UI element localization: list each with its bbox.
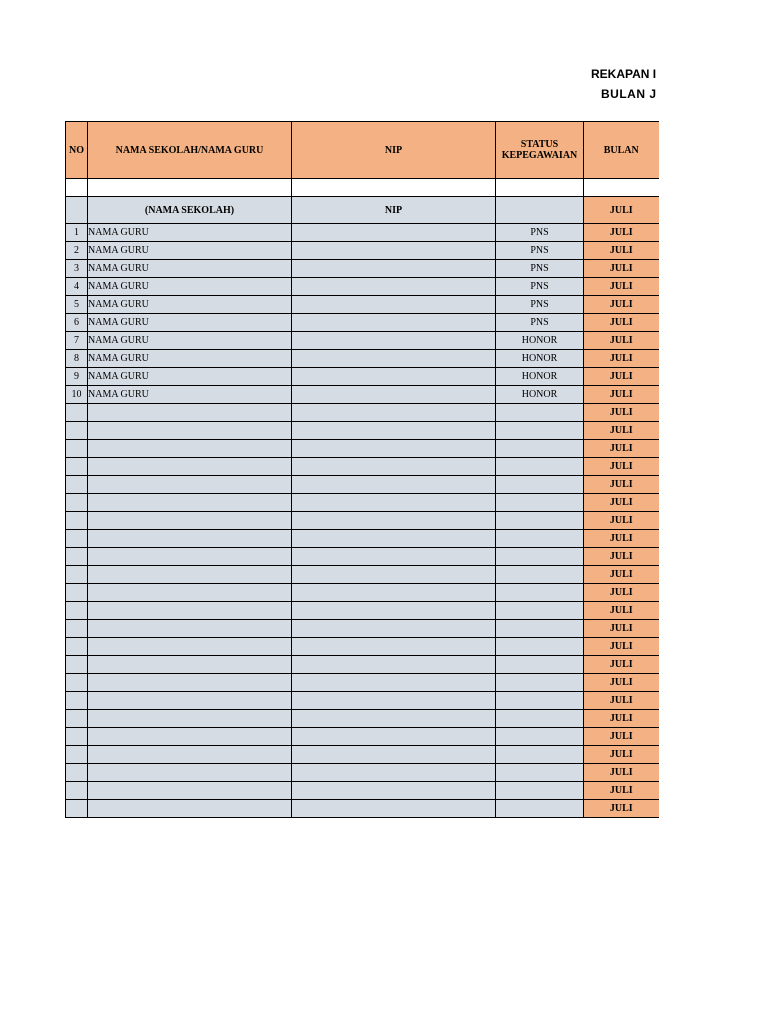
school-no-cell bbox=[66, 197, 88, 224]
nip-cell bbox=[292, 260, 496, 278]
table-row bbox=[66, 314, 659, 332]
name-cell bbox=[88, 728, 292, 746]
table-row bbox=[66, 332, 659, 350]
no-cell bbox=[66, 548, 88, 566]
no-cell bbox=[66, 746, 88, 764]
col-header-bulan: BULAN bbox=[584, 122, 659, 179]
spacer-cell bbox=[584, 179, 659, 197]
status-cell: PNS bbox=[496, 314, 584, 332]
table-row bbox=[66, 350, 659, 368]
bulan-cell: JULI bbox=[584, 800, 659, 818]
bulan-cell: JULI bbox=[584, 584, 659, 602]
table-row bbox=[66, 224, 659, 242]
name-cell bbox=[88, 458, 292, 476]
nip-cell bbox=[292, 422, 496, 440]
status-cell bbox=[496, 512, 584, 530]
status-cell bbox=[496, 422, 584, 440]
status-cell bbox=[496, 800, 584, 818]
status-cell bbox=[496, 530, 584, 548]
no-cell bbox=[66, 530, 88, 548]
status-cell bbox=[496, 746, 584, 764]
name-cell: NAMA GURU bbox=[88, 350, 292, 368]
table-row bbox=[66, 260, 659, 278]
table-row bbox=[66, 386, 659, 404]
bulan-cell: JULI bbox=[584, 638, 659, 656]
no-cell bbox=[66, 476, 88, 494]
no-cell bbox=[66, 638, 88, 656]
status-cell bbox=[496, 548, 584, 566]
name-cell: NAMA GURU bbox=[88, 332, 292, 350]
nip-cell bbox=[292, 782, 496, 800]
table-row bbox=[66, 782, 659, 800]
status-cell bbox=[496, 458, 584, 476]
table-row bbox=[66, 710, 659, 728]
status-cell bbox=[496, 494, 584, 512]
bulan-cell: JULI bbox=[584, 278, 659, 296]
table-row bbox=[66, 656, 659, 674]
no-cell bbox=[66, 782, 88, 800]
status-cell: PNS bbox=[496, 242, 584, 260]
table-row bbox=[66, 242, 659, 260]
col-header-status: STATUS KEPEGAWAIAN bbox=[496, 122, 584, 179]
name-cell bbox=[88, 800, 292, 818]
no-cell: 10 bbox=[66, 386, 88, 404]
name-cell bbox=[88, 494, 292, 512]
bulan-cell: JULI bbox=[584, 350, 659, 368]
nip-cell bbox=[292, 332, 496, 350]
bulan-cell: JULI bbox=[584, 332, 659, 350]
table-row bbox=[66, 674, 659, 692]
name-cell bbox=[88, 404, 292, 422]
nip-cell bbox=[292, 386, 496, 404]
name-cell bbox=[88, 620, 292, 638]
spacer-cell bbox=[292, 179, 496, 197]
status-cell bbox=[496, 602, 584, 620]
nip-cell bbox=[292, 350, 496, 368]
nip-cell bbox=[292, 476, 496, 494]
bulan-cell: JULI bbox=[584, 692, 659, 710]
nip-cell bbox=[292, 530, 496, 548]
bulan-cell: JULI bbox=[584, 224, 659, 242]
name-cell bbox=[88, 440, 292, 458]
status-cell: PNS bbox=[496, 278, 584, 296]
table-row bbox=[66, 602, 659, 620]
bulan-cell: JULI bbox=[584, 602, 659, 620]
table-row bbox=[66, 620, 659, 638]
no-cell bbox=[66, 440, 88, 458]
nip-cell bbox=[292, 656, 496, 674]
nip-cell bbox=[292, 458, 496, 476]
bulan-cell: JULI bbox=[584, 512, 659, 530]
no-cell: 8 bbox=[66, 350, 88, 368]
table-row bbox=[66, 638, 659, 656]
no-cell bbox=[66, 494, 88, 512]
nip-cell bbox=[292, 548, 496, 566]
nip-cell bbox=[292, 746, 496, 764]
recap-table bbox=[65, 121, 659, 818]
name-cell bbox=[88, 584, 292, 602]
nip-cell bbox=[292, 440, 496, 458]
bulan-cell: JULI bbox=[584, 440, 659, 458]
name-cell bbox=[88, 710, 292, 728]
no-cell: 7 bbox=[66, 332, 88, 350]
nip-cell bbox=[292, 242, 496, 260]
status-cell bbox=[496, 440, 584, 458]
no-cell: 5 bbox=[66, 296, 88, 314]
bulan-cell: JULI bbox=[584, 494, 659, 512]
school-nip-cell: NIP bbox=[292, 197, 496, 224]
nip-cell bbox=[292, 692, 496, 710]
no-cell bbox=[66, 458, 88, 476]
no-cell bbox=[66, 422, 88, 440]
status-cell bbox=[496, 404, 584, 422]
name-cell: NAMA GURU bbox=[88, 314, 292, 332]
bulan-cell: JULI bbox=[584, 242, 659, 260]
status-cell: PNS bbox=[496, 260, 584, 278]
name-cell: NAMA GURU bbox=[88, 224, 292, 242]
no-cell: 9 bbox=[66, 368, 88, 386]
no-cell bbox=[66, 602, 88, 620]
spacer-cell bbox=[496, 179, 584, 197]
nip-cell bbox=[292, 368, 496, 386]
table-row bbox=[66, 422, 659, 440]
no-cell bbox=[66, 728, 88, 746]
table-row bbox=[66, 584, 659, 602]
table-row bbox=[66, 692, 659, 710]
bulan-cell: JULI bbox=[584, 728, 659, 746]
spacer-cell bbox=[88, 179, 292, 197]
table-row bbox=[66, 404, 659, 422]
bulan-cell: JULI bbox=[584, 656, 659, 674]
nip-cell bbox=[292, 638, 496, 656]
nip-cell bbox=[292, 602, 496, 620]
col-header-nip: NIP bbox=[292, 122, 496, 179]
table-row bbox=[66, 800, 659, 818]
bulan-cell: JULI bbox=[584, 674, 659, 692]
table-row bbox=[66, 566, 659, 584]
no-cell bbox=[66, 656, 88, 674]
name-cell bbox=[88, 566, 292, 584]
no-cell: 3 bbox=[66, 260, 88, 278]
name-cell bbox=[88, 656, 292, 674]
status-cell: PNS bbox=[496, 296, 584, 314]
bulan-cell: JULI bbox=[584, 764, 659, 782]
no-cell bbox=[66, 404, 88, 422]
bulan-cell: JULI bbox=[584, 404, 659, 422]
bulan-cell: JULI bbox=[584, 260, 659, 278]
name-cell: NAMA GURU bbox=[88, 296, 292, 314]
status-cell bbox=[496, 584, 584, 602]
bulan-cell: JULI bbox=[584, 368, 659, 386]
no-cell: 2 bbox=[66, 242, 88, 260]
status-cell: HONOR bbox=[496, 386, 584, 404]
nip-cell bbox=[292, 494, 496, 512]
name-cell bbox=[88, 602, 292, 620]
name-cell bbox=[88, 548, 292, 566]
status-cell bbox=[496, 476, 584, 494]
no-cell: 1 bbox=[66, 224, 88, 242]
bulan-cell: JULI bbox=[584, 746, 659, 764]
spacer-row bbox=[66, 179, 659, 197]
status-cell bbox=[496, 620, 584, 638]
table-row bbox=[66, 440, 659, 458]
name-cell: NAMA GURU bbox=[88, 260, 292, 278]
no-cell bbox=[66, 620, 88, 638]
status-cell: HONOR bbox=[496, 368, 584, 386]
table-row bbox=[66, 278, 659, 296]
table-row bbox=[66, 368, 659, 386]
nip-cell bbox=[292, 674, 496, 692]
nip-cell bbox=[292, 620, 496, 638]
name-cell bbox=[88, 476, 292, 494]
table-row bbox=[66, 476, 659, 494]
status-cell: PNS bbox=[496, 224, 584, 242]
nip-cell bbox=[292, 710, 496, 728]
table-row bbox=[66, 494, 659, 512]
report-month-title: BULAN J bbox=[601, 87, 657, 101]
name-cell bbox=[88, 764, 292, 782]
name-cell bbox=[88, 530, 292, 548]
table-row bbox=[66, 728, 659, 746]
name-cell bbox=[88, 746, 292, 764]
no-cell bbox=[66, 710, 88, 728]
nip-cell bbox=[292, 512, 496, 530]
status-cell bbox=[496, 566, 584, 584]
nip-cell bbox=[292, 296, 496, 314]
name-cell bbox=[88, 422, 292, 440]
no-cell: 6 bbox=[66, 314, 88, 332]
bulan-cell: JULI bbox=[584, 386, 659, 404]
table-row bbox=[66, 746, 659, 764]
nip-cell bbox=[292, 314, 496, 332]
name-cell: NAMA GURU bbox=[88, 368, 292, 386]
col-header-name: NAMA SEKOLAH/NAMA GURU bbox=[88, 122, 292, 179]
status-cell bbox=[496, 674, 584, 692]
nip-cell bbox=[292, 404, 496, 422]
no-cell bbox=[66, 674, 88, 692]
nip-cell bbox=[292, 224, 496, 242]
status-cell bbox=[496, 710, 584, 728]
name-cell bbox=[88, 674, 292, 692]
col-header-no: NO bbox=[66, 122, 88, 179]
no-cell bbox=[66, 584, 88, 602]
bulan-cell: JULI bbox=[584, 566, 659, 584]
table-row bbox=[66, 548, 659, 566]
no-cell bbox=[66, 692, 88, 710]
school-row bbox=[66, 197, 659, 224]
nip-cell bbox=[292, 278, 496, 296]
status-cell bbox=[496, 638, 584, 656]
table-row bbox=[66, 296, 659, 314]
no-cell: 4 bbox=[66, 278, 88, 296]
bulan-cell: JULI bbox=[584, 422, 659, 440]
bulan-cell: JULI bbox=[584, 314, 659, 332]
report-title: REKAPAN I bbox=[591, 67, 657, 81]
no-cell bbox=[66, 512, 88, 530]
nip-cell bbox=[292, 566, 496, 584]
school-status-cell bbox=[496, 197, 584, 224]
bulan-cell: JULI bbox=[584, 620, 659, 638]
no-cell bbox=[66, 566, 88, 584]
status-cell bbox=[496, 692, 584, 710]
name-cell: NAMA GURU bbox=[88, 278, 292, 296]
table-row bbox=[66, 512, 659, 530]
name-cell: NAMA GURU bbox=[88, 386, 292, 404]
name-cell bbox=[88, 782, 292, 800]
header-row bbox=[66, 122, 659, 179]
status-cell: HONOR bbox=[496, 350, 584, 368]
school-bulan-cell: JULI bbox=[584, 197, 659, 224]
nip-cell bbox=[292, 584, 496, 602]
no-cell bbox=[66, 800, 88, 818]
status-cell: HONOR bbox=[496, 332, 584, 350]
spacer-cell bbox=[66, 179, 88, 197]
bulan-cell: JULI bbox=[584, 296, 659, 314]
status-cell bbox=[496, 782, 584, 800]
bulan-cell: JULI bbox=[584, 782, 659, 800]
school-name-cell: (NAMA SEKOLAH) bbox=[88, 197, 292, 224]
name-cell: NAMA GURU bbox=[88, 242, 292, 260]
nip-cell bbox=[292, 728, 496, 746]
bulan-cell: JULI bbox=[584, 458, 659, 476]
table-row bbox=[66, 458, 659, 476]
status-cell bbox=[496, 656, 584, 674]
no-cell bbox=[66, 764, 88, 782]
bulan-cell: JULI bbox=[584, 710, 659, 728]
bulan-cell: JULI bbox=[584, 530, 659, 548]
nip-cell bbox=[292, 800, 496, 818]
bulan-cell: JULI bbox=[584, 548, 659, 566]
nip-cell bbox=[292, 764, 496, 782]
table-row bbox=[66, 764, 659, 782]
table-row bbox=[66, 530, 659, 548]
status-cell bbox=[496, 764, 584, 782]
bulan-cell: JULI bbox=[584, 476, 659, 494]
name-cell bbox=[88, 638, 292, 656]
status-cell bbox=[496, 728, 584, 746]
name-cell bbox=[88, 692, 292, 710]
name-cell bbox=[88, 512, 292, 530]
